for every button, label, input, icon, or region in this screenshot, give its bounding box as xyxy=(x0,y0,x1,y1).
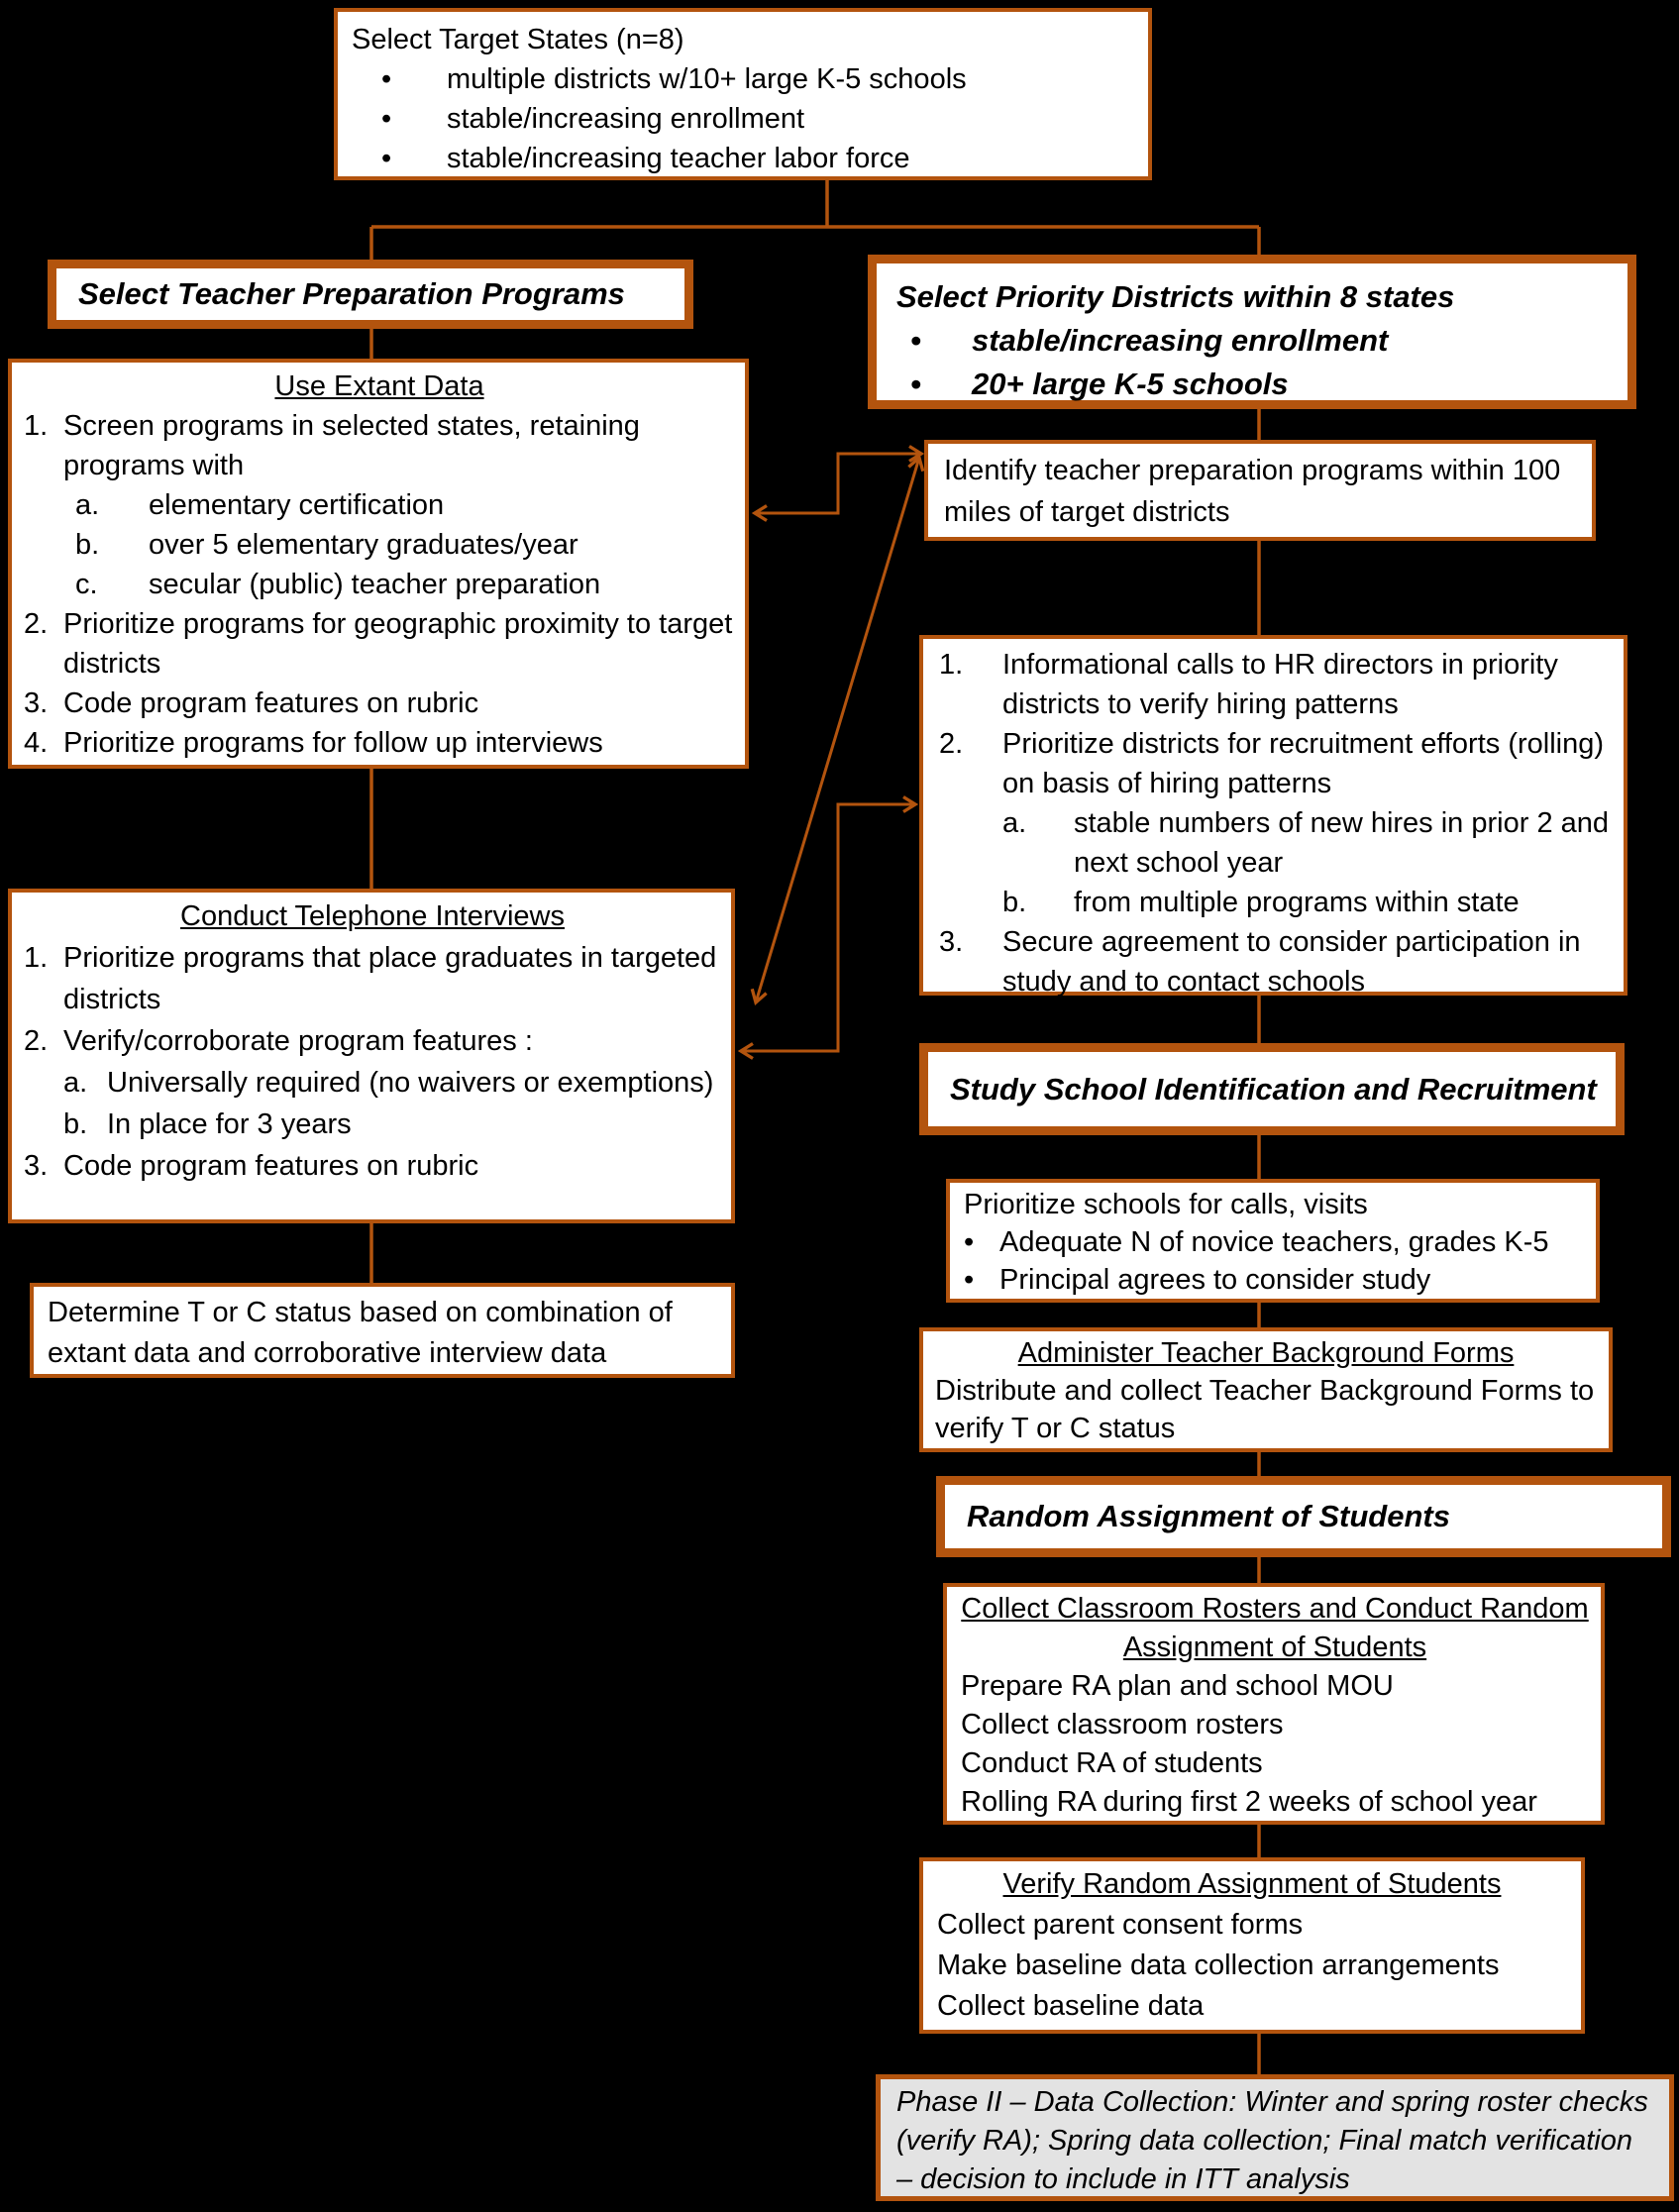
list-item-text: stable/increasing enrollment xyxy=(447,103,805,135)
list-marker: b. xyxy=(63,1108,88,1140)
node-title: Collect Classroom Rosters and Conduct Random Assignment of Students xyxy=(961,1593,1589,1663)
list-item xyxy=(24,937,721,1020)
list-item-text: from multiple programs within state xyxy=(1074,887,1520,918)
header-text: Random Assignment of Students xyxy=(967,1499,1450,1533)
node-line: Collect parent consent forms xyxy=(937,1909,1304,1941)
list-item-text: Secure agreement to consider participation in study and to contact schools xyxy=(1002,926,1581,998)
list-item-text: Screen programs in selected states, retaining programs with xyxy=(63,410,640,481)
list-item xyxy=(896,363,1627,406)
node-line: Collect classroom rosters xyxy=(961,1709,1284,1740)
list-item-text: In place for 3 years xyxy=(107,1108,352,1140)
bullet-glyph: • xyxy=(964,1264,975,1296)
list-item xyxy=(24,1020,721,1062)
list-marker: 1. xyxy=(24,410,49,442)
list-item-text: Verify/corroborate program features : xyxy=(63,1025,533,1057)
list-item-text: Code program features on rubric xyxy=(63,1150,479,1182)
list-item xyxy=(964,1261,1584,1299)
node-identify-teacher-preparation-programs xyxy=(924,440,1596,541)
list-item xyxy=(964,1223,1584,1261)
node-text: Identify teacher preparation programs within 100 miles of target districts xyxy=(944,455,1561,528)
list-item-text: Prioritize districts for recruitment efforts (rolling) on basis of hiring patterns xyxy=(1002,728,1605,799)
list-item-text: stable/increasing teacher labor force xyxy=(447,143,910,174)
list-marker: 1. xyxy=(24,942,49,974)
header-text: Select Teacher Preparation Programs xyxy=(78,276,625,311)
node-text: Determine T or C status based on combination of extant data and corroborative interview data xyxy=(48,1297,673,1369)
list-item xyxy=(24,684,735,723)
node-line: Make baseline data collection arrangements xyxy=(937,1949,1500,1981)
node-title: Conduct Telephone Interviews xyxy=(180,900,565,932)
node-collect-classroom-rosters xyxy=(943,1583,1605,1825)
list-item xyxy=(24,604,735,684)
arrow-extant-identify xyxy=(755,454,921,513)
list-item xyxy=(939,724,1612,803)
list-item-text: multiple districts w/10+ large K-5 schools xyxy=(447,63,967,95)
node-conduct-telephone-interviews xyxy=(8,889,735,1223)
node-phase2-data-collection xyxy=(876,2074,1674,2201)
list-item xyxy=(352,139,1134,178)
node-use-extant-data xyxy=(8,359,749,769)
list-item xyxy=(24,723,735,763)
header-random-assignment-of-students xyxy=(936,1476,1671,1557)
list-item xyxy=(352,59,1134,99)
list-marker: 2. xyxy=(24,608,49,640)
list-item-text: Code program features on rubric xyxy=(63,687,479,719)
list-marker: a. xyxy=(75,489,100,521)
list-subitem xyxy=(24,565,735,604)
bullet-glyph: • xyxy=(964,1226,975,1258)
node-title: Verify Random Assignment of Students xyxy=(1002,1868,1502,1900)
list-item-text: Informational calls to HR directors in priority districts to verify hiring patterns xyxy=(1002,649,1558,720)
node-determine-t-or-c-status xyxy=(30,1283,735,1378)
list-item xyxy=(352,99,1134,139)
node-prioritize-schools xyxy=(946,1179,1600,1303)
node-administer-teacher-background-forms xyxy=(919,1327,1613,1452)
header-study-school-identification xyxy=(919,1043,1625,1135)
header-select-teacher-preparation-programs xyxy=(48,260,693,329)
list-marker: c. xyxy=(75,569,98,600)
node-line: Collect baseline data xyxy=(937,1990,1205,2022)
arrow-recruitment-interviews xyxy=(741,804,915,1051)
node-verify-random-assignment xyxy=(919,1857,1585,2034)
list-item-text: stable numbers of new hires in prior 2 and next school year xyxy=(1074,807,1610,879)
bullet-glyph: • xyxy=(381,63,392,95)
bullet-glyph: • xyxy=(381,103,392,135)
list-item-text: Universally required (no waivers or exemptions) xyxy=(107,1067,714,1099)
node-text: Phase II – Data Collection: Winter and spring roster checks (verify RA); Spring data collection; Final match verification – decision to include in ITT analysis xyxy=(896,2086,1648,2195)
list-marker: 2. xyxy=(24,1025,49,1057)
list-item-text: secular (public) teacher preparation xyxy=(149,569,601,600)
list-marker: 1. xyxy=(939,649,964,681)
list-subitem xyxy=(24,1062,721,1104)
list-marker: 4. xyxy=(24,727,49,759)
list-item xyxy=(24,406,735,485)
list-item-text: 20+ large K-5 schools xyxy=(972,367,1289,401)
list-marker: 2. xyxy=(939,728,964,760)
list-marker: b. xyxy=(75,529,100,561)
list-item xyxy=(939,645,1612,724)
node-title: Use Extant Data xyxy=(274,370,484,402)
list-marker: a. xyxy=(63,1067,88,1099)
node-line: Rolling RA during first 2 weeks of school year xyxy=(961,1786,1537,1818)
list-subitem xyxy=(24,1104,721,1145)
list-item-text: Adequate N of novice teachers, grades K-5 xyxy=(999,1226,1549,1258)
header-select-priority-districts xyxy=(868,255,1636,409)
list-item xyxy=(24,1145,721,1187)
node-title: Select Target States (n=8) xyxy=(352,24,684,55)
list-subitem xyxy=(24,525,735,565)
node-district-recruitment-steps xyxy=(919,635,1627,996)
node-title: Administer Teacher Background Forms xyxy=(1017,1337,1515,1369)
list-item-text: Prioritize programs that place graduates in targeted districts xyxy=(63,942,717,1015)
list-marker: b. xyxy=(1002,887,1027,918)
list-marker: 3. xyxy=(939,926,964,958)
list-marker: a. xyxy=(1002,807,1027,839)
list-item xyxy=(939,922,1612,1001)
list-item-text: Prioritize programs for geographic proximity to target districts xyxy=(63,608,733,680)
list-item-text: elementary certification xyxy=(149,489,445,521)
list-marker: 3. xyxy=(24,1150,49,1182)
list-item xyxy=(896,319,1627,363)
bullet-glyph: • xyxy=(381,143,392,174)
node-line: Conduct RA of students xyxy=(961,1747,1263,1779)
list-subitem xyxy=(24,485,735,525)
node-select-target-states xyxy=(334,8,1152,180)
node-line: Prepare RA plan and school MOU xyxy=(961,1670,1394,1702)
bullet-glyph: • xyxy=(910,367,921,401)
header-text: Study School Identification and Recruitment xyxy=(950,1071,1597,1106)
node-text: Prioritize schools for calls, visits xyxy=(964,1189,1368,1220)
list-item-text: Prioritize programs for follow up interviews xyxy=(63,727,603,759)
list-subitem xyxy=(939,883,1612,922)
list-item-text: stable/increasing enrollment xyxy=(972,323,1389,358)
list-item-text: Principal agrees to consider study xyxy=(999,1264,1431,1296)
node-text: Distribute and collect Teacher Background Forms to verify T or C status xyxy=(935,1375,1595,1444)
list-marker: 3. xyxy=(24,687,49,719)
header-text: Select Priority Districts within 8 states xyxy=(896,279,1455,314)
list-subitem xyxy=(939,803,1612,883)
bullet-glyph: • xyxy=(910,323,921,358)
list-item-text: over 5 elementary graduates/year xyxy=(149,529,578,561)
